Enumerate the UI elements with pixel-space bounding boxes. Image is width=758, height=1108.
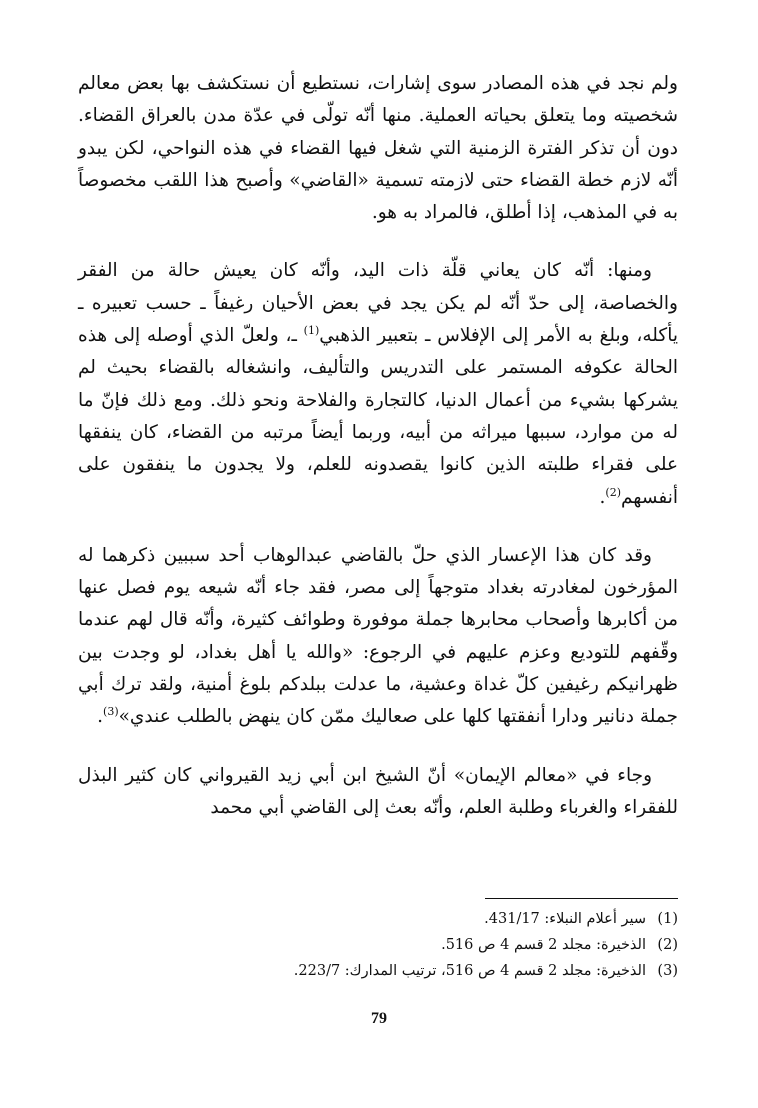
footnote-number: (1) <box>657 911 678 927</box>
footnote-1 <box>200 906 678 932</box>
footnote-3 <box>200 958 678 984</box>
footnote-text: الذخيرة: مجلد 2 قسم 4 ص 516، ترتيب المدارك: 223/7. <box>293 963 646 979</box>
body-text <box>78 68 678 850</box>
paragraph-1-text: ولم نجد في هذه المصادر سوى إشارات، نستطيع أن نستكشف بها بعض معالم شخصيته وما يتعلق بحياته العملية. منها أنّه تولّى في عدّة مدن بالعراق القضاء. دون أن تذكر الفترة الزمنية التي شغل فيها القضاء في هذه النواحي، لكن يبدو أنّه لازم خطة القضاء حتى لازمته تسمية «القاضي» وأصبح هذا اللقب مخصوصاً به في المذهب، إذا أطلق، فالمراد به هو. <box>78 73 678 224</box>
footnotes <box>200 906 678 984</box>
paragraph-3 <box>78 540 678 734</box>
paragraph-4 <box>78 760 678 825</box>
paragraph-2-text-c: . <box>599 486 606 508</box>
paragraph-2-text-b: ـ، ولعلّ الذي أوصله إلى هذه الحالة عكوفه المستمر على التدريس والتأليف، وانشغاله بالقضاء بحيث لم يشركها بشيء من أعمال الدنيا، كالتجارة والفلاحة ونحو ذلك. ومع ذلك فإنّ ما له من موارد، سببها ميراثه من أبيه، وربما أيضاً مرتبه من القضاء، كان ينفقها على فقراء طلبته الذين كانوا يقصدونه للعلم، ولا يجدون ما ينفقون على أنفسهم <box>78 325 678 508</box>
footnote-ref-1[interactable]: (1) <box>303 323 320 337</box>
footnote-text: الذخيرة: مجلد 2 قسم 4 ص 516. <box>441 937 646 953</box>
paragraph-2 <box>78 255 678 513</box>
footnote-divider <box>485 898 678 899</box>
footnote-2 <box>200 932 678 958</box>
footnote-text: سير أعلام النبلاء: 431/17. <box>484 911 646 927</box>
footnote-ref-2[interactable]: (2) <box>605 485 621 499</box>
paragraph-1 <box>78 68 678 229</box>
page-number: 79 <box>371 1010 387 1027</box>
paragraph-4-text: وجاء في «معالم الإيمان» أنّ الشيخ ابن أبي زيد القيرواني كان كثير البذل للفقراء والغرباء وطلبة العلم، وأنّه بعث إلى القاضي أبي محمد <box>78 764 678 818</box>
paragraph-3-text-a: وقد كان هذا الإعسار الذي حلّ بالقاضي عبدالوهاب أحد سببين ذكرهما له المؤرخون لمغادرته بغداد متوجهاً إلى مصر، فقد جاء أنّه شيعه يوم فصل عنها من أكابرها وأصحاب محابرها جملة موفورة وطوائف كثيرة، وأنّه قال لهم عندما وقّفهم للتوديع وعزم عليهم في الرجوع: «والله يا أهل بغداد، لو وجدت بين ظهرانيكم رغيفين كلّ غداة وعشية، ما عدلت ببلدكم بلوغ أمنية، ولقد ترك أبي جملة دنانير ودارا أنفقتها كلها على صعاليك ممّن كان ينهض بالطلب عندي» <box>78 544 678 728</box>
footnote-ref-3[interactable]: (3) <box>103 705 119 719</box>
footnote-number: (3) <box>657 963 678 979</box>
paragraph-3-text-b: . <box>97 706 104 728</box>
footnote-number: (2) <box>657 937 678 953</box>
paragraph-2-text-a: ومنها: أنّه كان يعاني قلّة ذات اليد، وأنّه كان يعيش حالة من الفقر والخصاصة، إلى حدّ أنّه لم يكن يجد في بعض الأحيان رغيفاً ـ حسب تعبيره ـ يأكله، وبلغ به الأمر إلى الإفلاس ـ بتعبير الذهبي <box>78 260 678 347</box>
